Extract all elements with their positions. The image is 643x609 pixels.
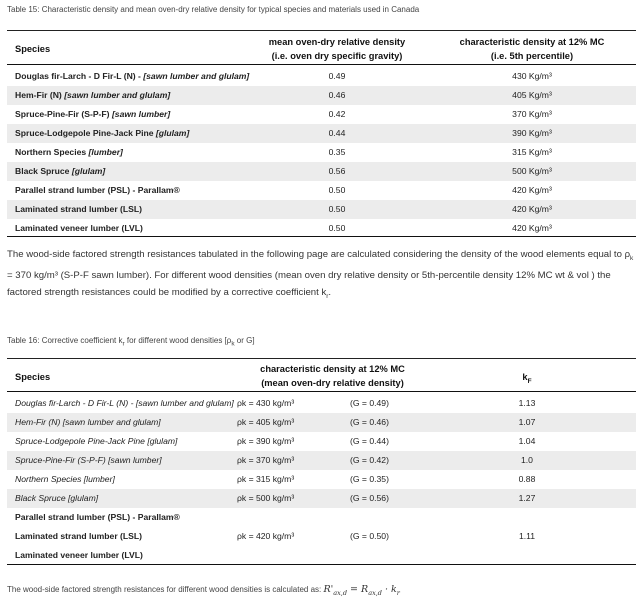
relative-density-cell: 0.46 [328, 90, 346, 100]
species-cell: Black Spruce [glulam] [15, 493, 99, 503]
table2-top-rule [7, 358, 636, 359]
table1-header-char-line1: characteristic density at 12% MC [459, 37, 605, 47]
species-cell [15, 105, 170, 124]
rho-cell: ρk = 315 kg/m³ [237, 474, 295, 484]
species-note: [sawn lumber] [111, 109, 171, 119]
table2-header-species: Species [15, 372, 51, 382]
table-row [7, 181, 636, 200]
species-name: Laminated strand lumber (LSL) [15, 204, 143, 214]
table-row [7, 489, 636, 508]
species-note: [sawn lumber and glulam] [64, 90, 171, 100]
table-row [7, 451, 636, 470]
species-cell [15, 86, 170, 105]
footnote-formula: $R'_{ax,d} = R_{ax,d} \cdot k_r$ [323, 584, 400, 597]
table-row [7, 143, 636, 162]
table1-header-mean [257, 35, 417, 63]
table-row [7, 413, 636, 432]
species-cell: Spruce-Pine-Fir (S-P-F) [sawn lumber] [15, 455, 162, 465]
table2-header-rule [7, 391, 636, 392]
species-note: [sawn lumber and glulam] [143, 71, 250, 81]
relative-density-cell: 0.35 [328, 147, 346, 157]
table1-header-char-line2: (i.e. 5th percentile) [490, 51, 574, 61]
table-row [7, 67, 636, 86]
rho-cell: ρk = 405 kg/m³ [237, 417, 295, 427]
relative-density-cell: 0.56 [328, 166, 346, 176]
table-row-group [7, 508, 636, 564]
table1-caption: Table 15: Characteristic density and mean oven-dry relative density for typical species and materials used in Canada [7, 5, 420, 14]
g-cell: (G = 0.50) [350, 531, 389, 541]
species-name: Spruce-Pine-Fir (S-P-F) [15, 109, 112, 119]
density-cell: 405 Kg/m³ [512, 90, 552, 100]
species-cell [15, 200, 142, 219]
density-cell: 315 Kg/m³ [512, 147, 552, 157]
density-cell: 420 Kg/m³ [512, 185, 552, 195]
species-cell [15, 143, 123, 162]
table-row [7, 124, 636, 143]
table-row [7, 86, 636, 105]
density-cell: 420 Kg/m³ [512, 204, 552, 214]
species-name: Northern Species [15, 147, 89, 157]
table-row [7, 470, 636, 489]
species-name: Hem-Fir (N) [15, 90, 65, 100]
species-note: [glulam] [155, 128, 190, 138]
relative-density-cell: 0.49 [328, 71, 346, 81]
table2-header-char-line1: characteristic density at 12% MC [260, 364, 405, 374]
g-cell: (G = 0.49) [350, 398, 389, 408]
body-paragraph: The wood-side factored strength resistances tabulated in the following page are calculated considering the density of the wood elements equal to $\rho_k = 370$ kg/m³ (S-P-F sawn lumber). For different wood densities (mean oven dry relative density or 5th-percentile density 12% MC wt & vol ) the factored strength resistances could be modified by a corrective coefficient $k_r$. [7, 249, 634, 300]
species-cell: Douglas fir-Larch - D Fir-L (N) - [sawn lumber and glulam] [15, 398, 234, 408]
k-cell: 1.0 [521, 455, 533, 465]
g-cell: (G = 0.42) [350, 455, 389, 465]
table1-header-rule [7, 64, 636, 65]
species-note: [glulam] [71, 166, 106, 176]
k-cell: 1.07 [518, 417, 536, 427]
rho-cell: ρk = 420 kg/m³ [237, 531, 295, 541]
density-cell: 420 Kg/m³ [512, 223, 552, 233]
table2-caption: Table 16: Corrective coefficient $k_r$ for different wood densities [$\rho_k$ or G] [7, 336, 255, 348]
species-cell: Laminated strand lumber (LSL) [15, 531, 143, 541]
table2-header-char-line2: (mean oven-dry relative density) [261, 378, 404, 388]
rho-cell: ρk = 390 kg/m³ [237, 436, 295, 446]
rho-cell: ρk = 370 kg/m³ [237, 455, 295, 465]
g-cell: (G = 0.35) [350, 474, 389, 484]
table1-header-species: Species [15, 44, 51, 54]
footnote-text: The wood-side factored strength resistances for different wood densities is calculated as: [7, 585, 322, 594]
species-cell [15, 124, 189, 143]
k-cell: 0.88 [518, 474, 536, 484]
species-name: Black Spruce [15, 166, 72, 176]
species-note: [lumber] [88, 147, 123, 157]
rho-cell: ρk = 430 kg/m³ [237, 398, 295, 408]
table-row [7, 105, 636, 124]
k-cell: 1.27 [518, 493, 536, 503]
footnote [7, 584, 400, 597]
table-row [7, 432, 636, 451]
table2-header-char [250, 362, 415, 390]
relative-density-cell: 0.50 [328, 185, 346, 195]
species-cell [15, 162, 105, 181]
species-name: Laminated veneer lumber (LVL) [15, 223, 143, 233]
table-row [7, 394, 636, 413]
g-cell: (G = 0.56) [350, 493, 389, 503]
density-cell: 430 Kg/m³ [512, 71, 552, 81]
species-name: Spruce-Lodgepole Pine-Jack Pine [15, 128, 156, 138]
g-cell: (G = 0.44) [350, 436, 389, 446]
species-name: Douglas fir-Larch - D Fir-L (N) - [15, 71, 144, 81]
k-cell: 1.13 [518, 398, 536, 408]
species-cell: Parallel strand lumber (PSL) - Parallam® [15, 512, 180, 522]
density-cell: 390 Kg/m³ [512, 128, 552, 138]
rho-cell: ρk = 500 kg/m³ [237, 493, 295, 503]
table1-top-rule [7, 30, 636, 31]
species-cell: Hem-Fir (N) [sawn lumber and glulam] [15, 417, 161, 427]
species-cell [15, 67, 249, 86]
relative-density-cell: 0.44 [328, 128, 346, 138]
relative-density-cell: 0.50 [328, 204, 346, 214]
g-cell: (G = 0.46) [350, 417, 389, 427]
relative-density-cell: 0.42 [328, 109, 346, 119]
relative-density-cell: 0.50 [328, 223, 346, 233]
table1-header-mean-line2: (i.e. oven dry specific gravity) [271, 51, 403, 61]
table-row [7, 200, 636, 219]
density-cell: 500 Kg/m³ [512, 166, 552, 176]
species-name: Parallel strand lumber (PSL) - Parallam® [15, 185, 180, 195]
table1-header-mean-line1: mean oven-dry relative density [268, 37, 406, 47]
table2-bottom-rule [7, 564, 636, 565]
species-cell: Northern Species [lumber] [15, 474, 115, 484]
table-row [7, 162, 636, 181]
species-cell: Laminated veneer lumber (LVL) [15, 550, 143, 560]
table1-header-char [437, 35, 627, 63]
k-cell: 1.04 [518, 436, 536, 446]
table1-bottom-rule [7, 236, 636, 237]
k-cell: 1.11 [518, 531, 536, 541]
density-cell: 370 Kg/m³ [512, 109, 552, 119]
species-cell [15, 181, 180, 200]
species-cell: Spruce-Lodgepole Pine-Jack Pine [glulam] [15, 436, 178, 446]
table2-header-coef: $k_F$ [522, 372, 532, 385]
